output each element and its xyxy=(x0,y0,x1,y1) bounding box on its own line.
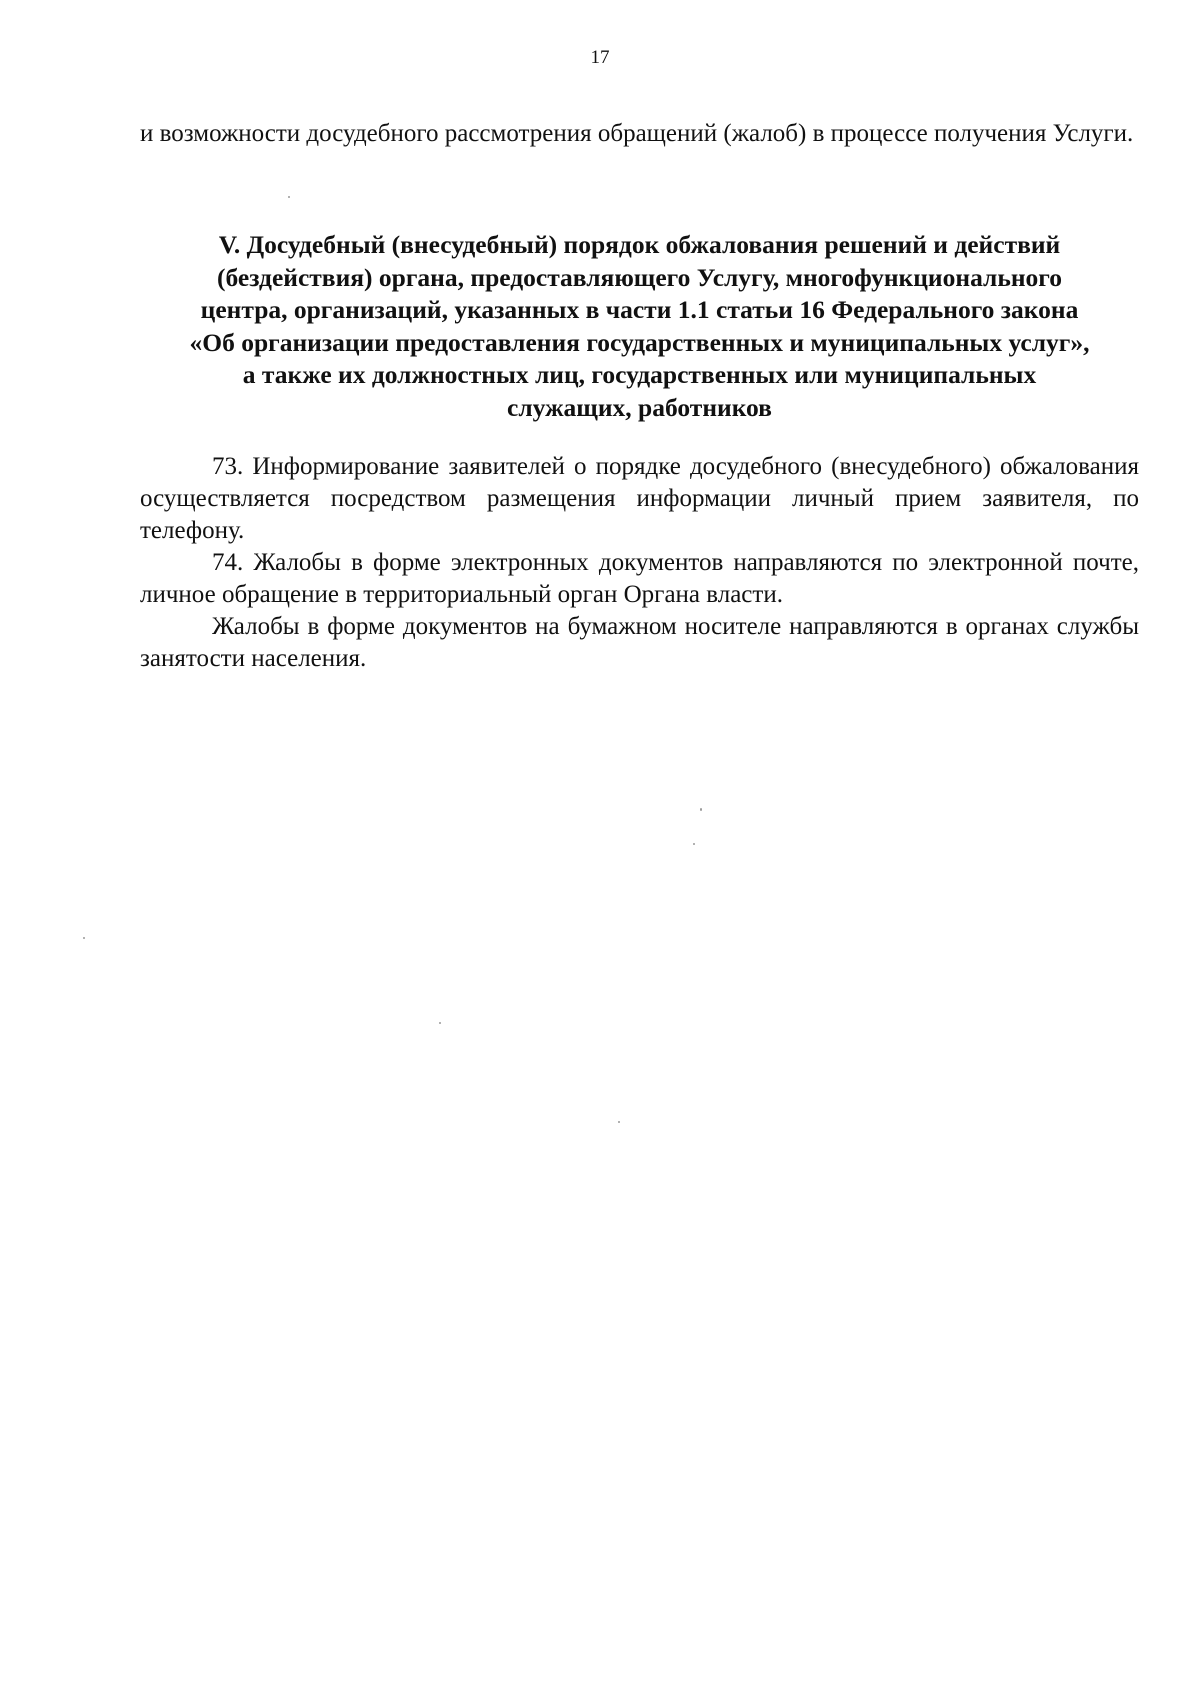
page-number: 17 xyxy=(590,47,610,68)
section-heading-line: «Об организации предоставления государственных и муниципальных услуг», xyxy=(189,327,1090,357)
scan-speck xyxy=(700,808,702,811)
section-heading-line: служащих, работников xyxy=(507,392,772,422)
section-heading-line: центра, организаций, указанных в части 1.1 статьи 16 Федерального закона xyxy=(200,295,1079,324)
paragraph-74: 74. Жалобы в форме электронных документов направляются по электронной почте, личное обращение в территориальный орган Органа власти. xyxy=(140,549,1139,608)
section-heading-line: V. Досудебный (внесудебный) порядок обжалования решений и действий xyxy=(218,230,1061,259)
scan-speck xyxy=(83,937,85,939)
scan-speck xyxy=(618,1121,620,1123)
scan-speck xyxy=(439,1022,441,1024)
scan-speck xyxy=(288,196,290,198)
scan-speck xyxy=(693,843,695,845)
paragraph-73: 73. Информирование заявителей о порядке досудебного (внесудебного) обжалования осуществляется посредством размещения информации личный прием заявителя, по телефону. xyxy=(140,453,1139,544)
intro-block xyxy=(140,118,1139,150)
section-heading xyxy=(140,229,1139,424)
section-heading-line: а также их должностных лиц, государственных или муниципальных xyxy=(242,360,1037,389)
intro-paragraph: и возможности досудебного рассмотрения обращений (жалоб) в процессе получения Услуги. xyxy=(140,120,1134,147)
section-heading-line: (бездействия) органа, предоставляющего Услугу, многофункционального xyxy=(217,262,1062,292)
paragraph-complaints-paper: Жалобы в форме документов на бумажном носителе направляются в органах службы занятости населения. xyxy=(140,613,1139,672)
body-block xyxy=(140,451,1139,675)
